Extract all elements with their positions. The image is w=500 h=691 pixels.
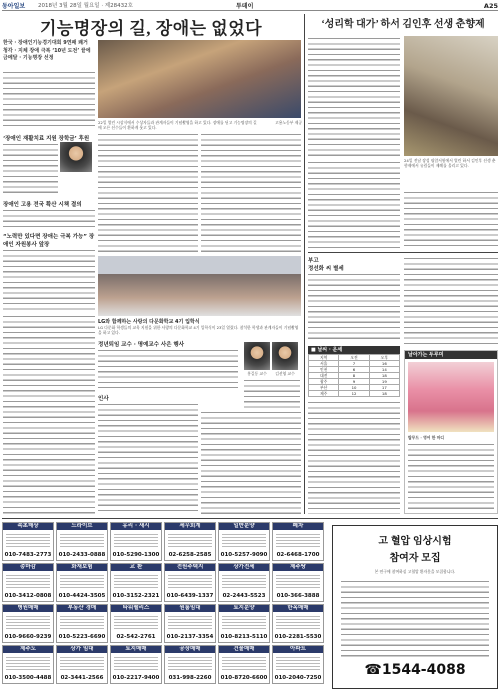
classified-ad[interactable] xyxy=(110,645,162,684)
classified-ad[interactable] xyxy=(56,563,108,602)
classified-ad[interactable] xyxy=(218,563,270,602)
sub-body-1 xyxy=(3,142,58,196)
classified-ad[interactable] xyxy=(2,645,54,684)
weather-cell: 18 xyxy=(369,373,399,379)
person-name-1: 홍길동 교수 xyxy=(247,371,267,376)
sub-headline-2: 장애인 고용 전국 확산 시책 결의 xyxy=(3,202,82,208)
ad-title: 부동산 경매 xyxy=(57,605,107,612)
ad-phone[interactable]: 010-2137-3354 xyxy=(166,634,214,640)
ad-title: 토지매매 xyxy=(111,646,161,653)
right-headline: ‘성리학 대가’ 하서 김인후 선생 춘향제 xyxy=(321,19,485,30)
column-illustration xyxy=(408,362,494,432)
weather-cell: 부산 xyxy=(309,385,339,391)
photo-credit: 고용노동부 제공 xyxy=(275,120,302,125)
weather-cell: 인천 xyxy=(309,367,339,373)
ad-phone[interactable]: 031-998-2260 xyxy=(168,675,212,681)
ad-title: 제주땅 xyxy=(273,564,323,571)
ad-phone[interactable]: 02-542-2761 xyxy=(116,634,156,640)
weather-cell: 14 xyxy=(369,367,399,373)
ad-title: 제주도 xyxy=(3,646,53,653)
weather-col: 오전 xyxy=(339,355,369,361)
ad-title: 폐차 xyxy=(273,523,323,530)
person-name-2: 김선영 교수 xyxy=(275,371,295,376)
weather-cell: 18 xyxy=(369,391,399,397)
ad-body xyxy=(114,532,158,548)
sub-body-2 xyxy=(3,208,95,230)
notice-headline: 부고 xyxy=(308,258,319,264)
ad-body xyxy=(276,655,320,671)
ad-phone[interactable]: 02-6258-2585 xyxy=(168,552,212,558)
notice-body xyxy=(308,272,400,342)
right-article-body xyxy=(308,36,400,156)
sub-headline-3: “노력만 있다면 장애는 극복 가능” 장애인 자원봉사 앞장 xyxy=(3,234,95,248)
ad-phone[interactable]: 010-366-3888 xyxy=(276,593,320,599)
weather-cell: 12 xyxy=(339,391,369,397)
ad-phone[interactable]: 010-9660-9239 xyxy=(4,634,52,640)
obit-body xyxy=(98,348,238,388)
ad-title: 공장매매 xyxy=(165,646,215,653)
ad-phone[interactable]: 010-2433-0888 xyxy=(58,552,106,558)
ad-body xyxy=(276,614,320,630)
ad-title: 드라이브 xyxy=(57,523,107,530)
article-deck: 한국 · 장애인기능경기대회 9연패 쾌거 xyxy=(3,40,88,46)
photo-caption: 22일 열린 시상식에서 수상자들과 관계자들이 기념촬영을 하고 있다. 장애를 딛고 기능명장의 길에 오른 선수들이 환하게 웃고 있다. xyxy=(98,120,257,130)
personnel-list xyxy=(98,402,198,514)
classified-ad[interactable] xyxy=(164,563,216,602)
weather-title: ■ 날씨 · 운세 xyxy=(308,346,400,354)
ad-phone[interactable]: 010-4424-3505 xyxy=(58,593,106,599)
ad-title: 타워팰리스 xyxy=(111,605,161,612)
personnel-headline: 인사 xyxy=(98,396,109,402)
classified-ad[interactable] xyxy=(272,604,324,643)
recruit-details xyxy=(341,579,489,657)
award-ceremony-photo xyxy=(98,40,301,118)
divider xyxy=(308,252,498,253)
weather-cell: 6 xyxy=(339,367,369,373)
ad-phone[interactable]: 02-3441-2566 xyxy=(60,675,104,681)
ad-phone[interactable]: 010-5290-1300 xyxy=(112,552,160,558)
ad-body xyxy=(168,573,212,589)
group-photo-caption: LG와 함께하는 사랑의 다문화학교 4기 입학식 xyxy=(98,319,200,325)
classified-ad[interactable] xyxy=(164,645,216,684)
article-body xyxy=(3,70,95,128)
weather-col: 지역 xyxy=(309,355,339,361)
ad-title: 아파트 xyxy=(273,646,323,653)
ad-phone[interactable]: 010-8213-5110 xyxy=(220,634,268,640)
weather-cell: 대전 xyxy=(309,373,339,379)
ad-body xyxy=(222,573,266,589)
classified-ad[interactable] xyxy=(164,522,216,561)
ad-body xyxy=(168,532,212,548)
classified-ad[interactable] xyxy=(2,563,54,602)
weather-table xyxy=(308,354,400,397)
classified-ad[interactable] xyxy=(218,604,270,643)
classified-ad[interactable] xyxy=(110,522,162,561)
weather-col: 오후 xyxy=(369,355,399,361)
column-title: 날아가는 두루미 xyxy=(405,351,497,359)
ad-phone[interactable]: 010-8720-6600 xyxy=(220,675,268,681)
article-body-4 xyxy=(3,314,95,514)
ad-title: 속초해상 xyxy=(3,523,53,530)
group-photo xyxy=(98,256,301,316)
weather-cell: 제주 xyxy=(309,391,339,397)
column-subtitle: 탈무드 · 영어 한 마디 xyxy=(408,435,445,440)
ad-title: 전원주택지 xyxy=(165,564,215,571)
newspaper-logo: 동아일보 xyxy=(2,3,26,10)
person-photo-1 xyxy=(244,342,270,370)
classified-ad[interactable] xyxy=(2,604,54,643)
people-body xyxy=(244,378,300,408)
article-body-3 xyxy=(201,132,301,252)
ad-body xyxy=(114,573,158,589)
classified-ad[interactable] xyxy=(110,563,162,602)
ad-body xyxy=(276,573,320,589)
ceremony-caption: 24일 전남 장성 필암서원에서 열린 하서 김인후 선생 춘향제에서 유림들이 제례를 올리고 있다. xyxy=(404,158,496,168)
classified-ads xyxy=(2,522,328,689)
masthead xyxy=(2,2,498,11)
ad-phone[interactable]: 010-3152-2321 xyxy=(112,593,160,599)
classified-ad[interactable] xyxy=(56,604,108,643)
person-photo-2 xyxy=(272,342,298,370)
ad-body xyxy=(222,614,266,630)
ad-title: 원룸임대 xyxy=(165,605,215,612)
ad-title: 상가 임대 xyxy=(57,646,107,653)
recruit-phone[interactable]: ☎1544-4088 xyxy=(364,662,466,678)
right-article-body-4 xyxy=(404,256,498,346)
ad-phone[interactable]: 010-7483-2773 xyxy=(4,552,52,558)
page-number: A25 xyxy=(483,2,498,10)
ad-title: 화재보험 xyxy=(57,564,107,571)
column-box xyxy=(404,350,498,514)
ad-phone[interactable]: 010-6439-1337 xyxy=(166,593,214,599)
group-photo-caption-body: LG 다문화 학생들의 교육 지원을 위한 사랑의 다문화학교 4기 입학식이 23일 열렸다. 참석한 학생과 관계자들이 기념촬영을 하고 있다. xyxy=(98,325,299,335)
ad-body xyxy=(60,573,104,589)
recruit-title: 참여자 모집 xyxy=(389,553,441,564)
ad-phone[interactable]: 02-6468-1700 xyxy=(276,552,320,558)
issue-date: 2018년 3월 28일 월요일 · 제28432호 xyxy=(38,3,133,9)
ad-body xyxy=(114,614,158,630)
weather-cell: 16 xyxy=(369,361,399,367)
ad-title: 유리 · 새시 xyxy=(111,523,161,530)
ad-body xyxy=(60,655,104,671)
ad-body xyxy=(60,532,104,548)
classified-ad[interactable] xyxy=(110,604,162,643)
ad-body xyxy=(114,655,158,671)
ad-body xyxy=(60,614,104,630)
ads-divider xyxy=(2,518,498,519)
right-article-body-5 xyxy=(308,400,400,514)
ad-body xyxy=(6,614,50,630)
sub-body-3 xyxy=(3,248,95,310)
classified-ad[interactable] xyxy=(218,522,270,561)
main-headline: 기능명장의 길, 장애는 없었다 xyxy=(40,19,263,38)
ad-body xyxy=(222,655,266,671)
weather-cell: 10 xyxy=(339,385,369,391)
ad-body xyxy=(6,532,50,548)
classified-ad[interactable] xyxy=(56,522,108,561)
recruit-org: 고 혈압 임상시험 xyxy=(378,536,452,547)
ad-title: 토지분양 xyxy=(219,605,269,612)
article-body-2 xyxy=(98,132,198,252)
ad-phone[interactable]: 010-3500-4488 xyxy=(4,675,52,681)
obit-headline: 정년퇴임 교수 · 명예교수 사은 행사 xyxy=(98,342,185,348)
ad-phone[interactable]: 010-2040-7250 xyxy=(274,675,322,681)
personnel-list-2 xyxy=(201,410,301,514)
ad-title: 세무회계 xyxy=(165,523,215,530)
weather-cell: 17 xyxy=(369,385,399,391)
classified-ad[interactable] xyxy=(2,522,54,561)
ad-title: 병원매매 xyxy=(3,605,53,612)
column-body xyxy=(408,442,494,512)
classified-ad[interactable] xyxy=(272,645,324,684)
notice-subhead: 정선화 씨 별세 xyxy=(308,266,344,272)
right-article-body-2 xyxy=(404,190,498,250)
ad-title: 상가전세 xyxy=(219,564,269,571)
ad-title: 한옥매매 xyxy=(273,605,323,612)
ad-body xyxy=(276,532,320,548)
right-article-body-3 xyxy=(308,160,400,250)
clinical-trial-ad[interactable] xyxy=(332,525,498,689)
article-deck-2: 청각 · 지체 장애 극복 ‘10년 도전’ 끝에 금메달 · 기능명장 선정 xyxy=(3,48,91,61)
classified-ad[interactable] xyxy=(272,522,324,561)
weather-cell: 19 xyxy=(369,379,399,385)
weather-cell: 8 xyxy=(339,373,369,379)
ad-phone[interactable]: 010-2217-9400 xyxy=(112,675,160,681)
ad-body xyxy=(6,573,50,589)
ad-title: 건물매매 xyxy=(219,646,269,653)
ad-phone[interactable]: 02-2443-5523 xyxy=(222,593,266,599)
weather-cell: 7 xyxy=(339,361,369,367)
ad-body xyxy=(168,655,212,671)
ad-phone[interactable]: 010-5223-6690 xyxy=(58,634,106,640)
column-divider xyxy=(304,14,305,514)
classified-ad[interactable] xyxy=(272,563,324,602)
ad-body xyxy=(222,532,266,548)
classified-ad[interactable] xyxy=(164,604,216,643)
section-title: 투데이 xyxy=(236,3,254,10)
weather-cell: 서울 xyxy=(309,361,339,367)
portrait-photo xyxy=(60,142,92,172)
recruit-body: 본 연구에 참여하실 고혈압 환자분을 모집합니다. xyxy=(374,569,456,574)
weather-cell: 광주 xyxy=(309,379,339,385)
ad-phone[interactable]: 010-5257-9090 xyxy=(220,552,268,558)
ad-title: 총마감 xyxy=(3,564,53,571)
ad-body xyxy=(6,655,50,671)
ad-phone[interactable]: 010-3412-0808 xyxy=(4,593,52,599)
ad-body xyxy=(168,614,212,630)
ad-title: 일반분양 xyxy=(219,523,269,530)
ad-title: 교 환 xyxy=(111,564,161,571)
classified-ad[interactable] xyxy=(56,645,108,684)
weather-box xyxy=(308,346,400,397)
classified-ad[interactable] xyxy=(218,645,270,684)
weather-cell: 9 xyxy=(339,379,369,385)
ad-phone[interactable]: 010-2281-5530 xyxy=(274,634,322,640)
ceremony-photo xyxy=(404,36,498,156)
sub-headline-1: ‘장애인 재활치료 지원 장학금’ 후원 xyxy=(3,136,90,142)
